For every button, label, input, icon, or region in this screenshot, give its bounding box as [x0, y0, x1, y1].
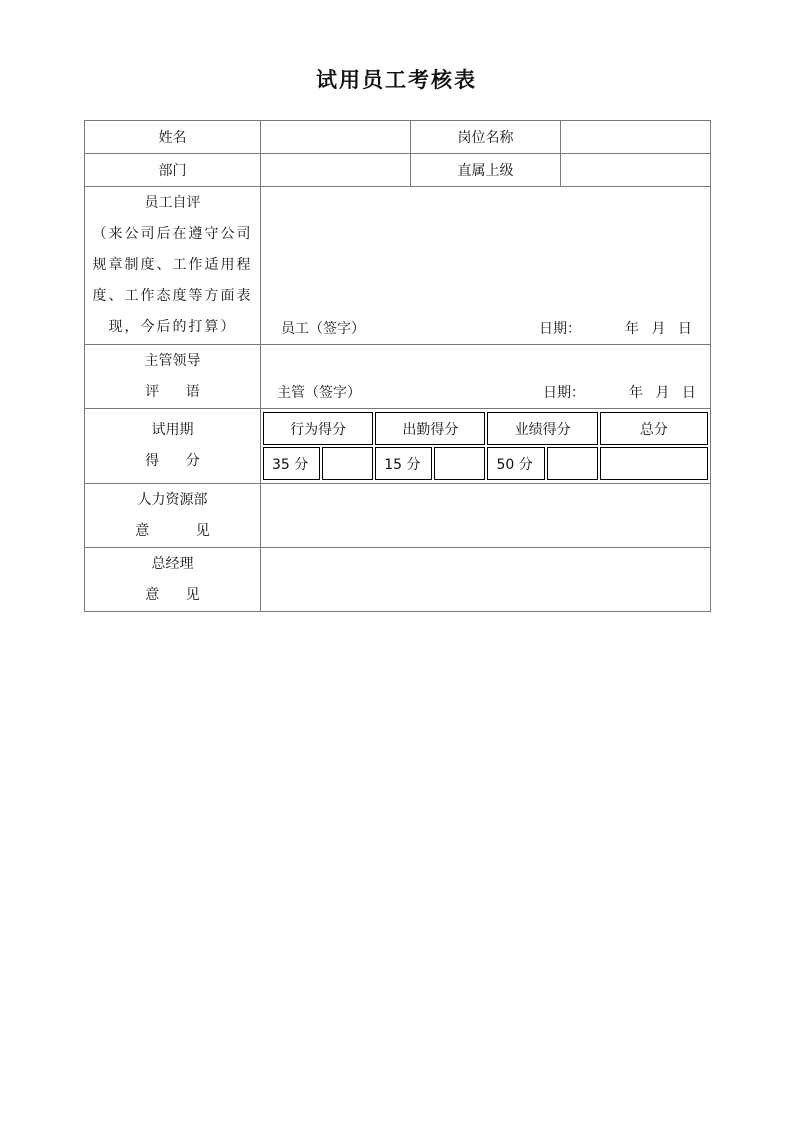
department-row	[85, 154, 711, 187]
performance-max-score: 50 分	[487, 447, 544, 480]
score-grid-cell	[261, 409, 711, 484]
attendance-max-score: 15 分	[375, 447, 432, 480]
self-evaluation-label	[85, 187, 261, 345]
form-title: 试用员工考核表	[316, 67, 477, 92]
manager-comment-title: 主管领导	[144, 352, 201, 369]
gm-opinion-title: 总经理	[151, 555, 194, 572]
manager-comment-row	[85, 345, 711, 409]
hr-opinion-subtitle: 意 见	[135, 522, 210, 539]
supervisor-label: 直属上级	[411, 154, 561, 187]
self-evaluation-title: 员工自评	[144, 195, 201, 211]
probation-score-row	[85, 409, 711, 484]
name-row	[85, 121, 711, 154]
score-grid	[261, 410, 710, 482]
attendance-score-header: 出勤得分	[375, 412, 485, 445]
hr-opinion-row	[85, 484, 711, 548]
manager-comment-subtitle: 评 语	[145, 383, 200, 400]
performance-score-header: 业绩得分	[487, 412, 597, 445]
behavior-score-header: 行为得分	[263, 412, 373, 445]
gm-opinion-label	[85, 548, 261, 612]
appraisal-form-table	[84, 120, 711, 612]
score-value-row	[263, 447, 708, 480]
supervisor-field[interactable]	[561, 154, 711, 187]
employee-signature-line	[261, 318, 710, 338]
name-label: 姓名	[85, 121, 261, 154]
manager-date-ymd: 年 月 日	[629, 385, 696, 401]
total-score-header: 总分	[600, 412, 708, 445]
gm-opinion-field[interactable]	[261, 548, 711, 612]
self-evaluation-row	[85, 187, 711, 345]
behavior-score-field[interactable]	[322, 447, 373, 480]
performance-score-field[interactable]	[547, 447, 598, 480]
probation-score-label	[85, 409, 261, 484]
attendance-score-field[interactable]	[434, 447, 485, 480]
department-field[interactable]	[261, 154, 411, 187]
probation-score-title: 试用期	[151, 422, 194, 438]
position-label: 岗位名称	[411, 121, 561, 154]
gm-opinion-subtitle: 意 见	[145, 586, 200, 603]
hr-opinion-field[interactable]	[261, 484, 711, 548]
manager-comment-field[interactable]	[261, 345, 711, 409]
score-header-row	[263, 412, 708, 445]
department-label: 部门	[85, 154, 261, 187]
total-score-field[interactable]	[600, 447, 708, 480]
hr-opinion-title: 人力资源部	[137, 491, 208, 508]
manager-date-label: 日期：	[543, 385, 585, 401]
manager-comment-label	[85, 345, 261, 409]
hr-opinion-label	[85, 484, 261, 548]
employee-date-ymd: 年 月 日	[625, 321, 692, 337]
self-evaluation-description: （来公司后在遵守公司规章制度、工作适用程度、工作态度等方面表现，今后的打算）	[92, 226, 253, 335]
behavior-max-score: 35 分	[263, 447, 320, 480]
manager-signature-line	[261, 382, 710, 402]
name-field[interactable]	[261, 121, 411, 154]
manager-signature-label: 主管（签字）	[277, 385, 361, 401]
probation-score-subtitle: 得 分	[145, 453, 200, 469]
employee-date-label: 日期：	[539, 321, 581, 337]
employee-signature-label: 员工（签字）	[281, 321, 365, 337]
position-field[interactable]	[561, 121, 711, 154]
gm-opinion-row	[85, 548, 711, 612]
self-evaluation-field[interactable]	[261, 187, 711, 345]
